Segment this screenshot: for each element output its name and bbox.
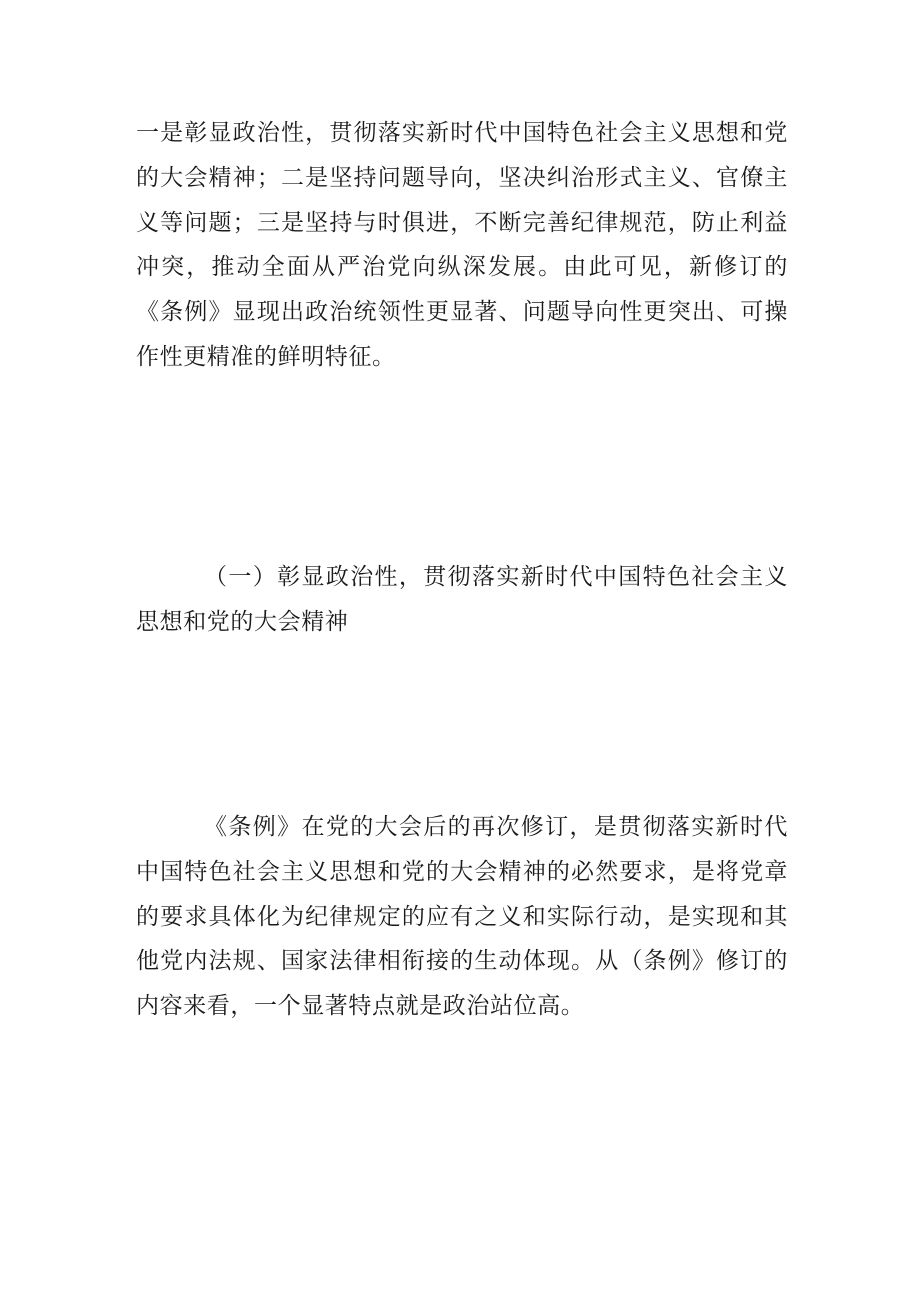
intro-paragraph: 一是彰显政治性，贯彻落实新时代中国特色社会主义思想和党的大会精神；二是坚持问题导向，坚决纠治形式主义、官僚主义等问题；三是坚持与时俱进，不断完善纪律规范，防止利益冲突，推动全面从严治党向纵深发展。由此可见，新修订的《条例》显现出政治统领性更显著、问题导向性更突出、可操作性更精准的鲜明特征。 [136, 120, 788, 370]
body-paragraph: 《条例》在党的大会后的再次修订，是贯彻落实新时代中国特色社会主义思想和党的大会精神的必然要求，是将党章的要求具体化为纪律规定的应有之义和实际行动，是实现和其他党内法规、国家法律相衔接的生动体现。从（条例》修订的内容来看，一个显著特点就是政治站位高。 [136, 814, 788, 1020]
section-heading: （一）彰显政治性，贯彻落实新时代中国特色社会主义思想和党的大会精神 [136, 564, 788, 635]
